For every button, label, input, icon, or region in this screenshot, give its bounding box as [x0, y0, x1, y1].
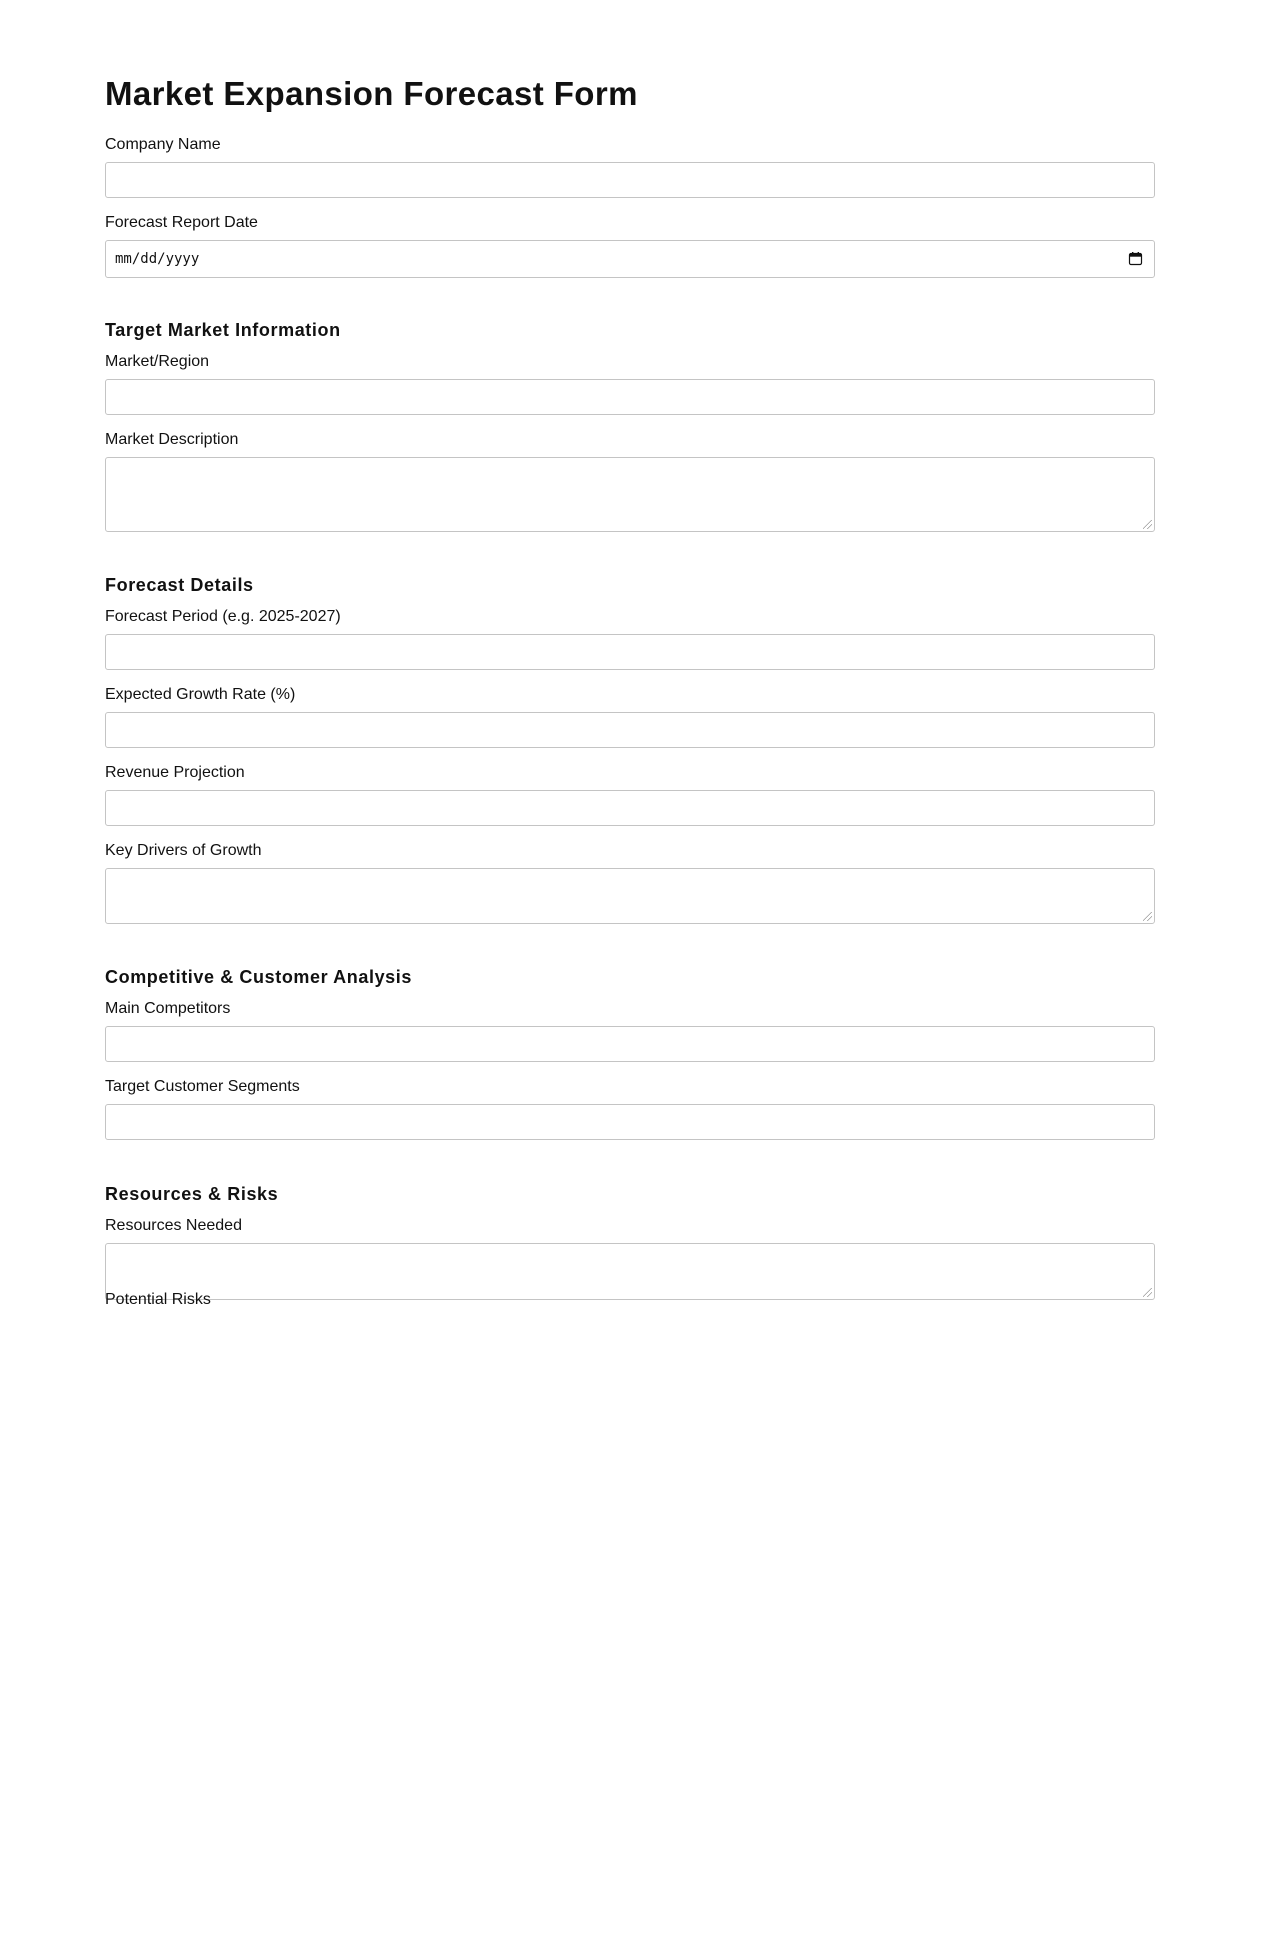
section-heading-resources: Resources & Risks	[105, 1184, 279, 1204]
report-date-placeholder: mm/dd/yyyy	[115, 251, 200, 267]
customer-segments-field	[105, 1077, 1155, 1140]
calendar-icon[interactable]	[1129, 252, 1142, 265]
section-heading-competitive: Competitive & Customer Analysis	[105, 967, 413, 987]
growth-drivers-field	[105, 841, 1155, 924]
revenue-projection-input[interactable]	[105, 790, 1155, 826]
forecast-period-label: Forecast Period (e.g. 2025-2027)	[105, 608, 341, 625]
form-title: Market Expansion Forecast Form	[105, 75, 638, 112]
company-name-label: Company Name	[105, 136, 221, 153]
market-description-label: Market Description	[105, 431, 239, 448]
growth-drivers-label: Key Drivers of Growth	[105, 842, 262, 859]
resources-needed-label: Resources Needed	[105, 1217, 242, 1234]
customer-segments-label: Target Customer Segments	[105, 1078, 300, 1095]
resources-needed-textarea[interactable]	[105, 1243, 1155, 1300]
competitors-label: Main Competitors	[105, 1000, 231, 1017]
customer-segments-input[interactable]	[105, 1104, 1155, 1140]
market-region-label: Market/Region	[105, 353, 210, 370]
section-heading-forecast-details: Forecast Details	[105, 575, 254, 595]
resize-handle-icon[interactable]	[1143, 520, 1152, 529]
market-description-field	[105, 430, 1155, 532]
report-date-field	[105, 213, 1155, 278]
market-region-input[interactable]	[105, 379, 1155, 415]
section-heading-target-market: Target Market Information	[105, 320, 341, 340]
growth-rate-input[interactable]	[105, 712, 1155, 748]
growth-rate-field	[105, 685, 1155, 748]
market-expansion-form	[105, 0, 1155, 1308]
market-description-textarea[interactable]	[105, 457, 1155, 532]
report-date-input[interactable]	[105, 240, 1155, 278]
revenue-projection-label: Revenue Projection	[105, 764, 245, 781]
forecast-period-field	[105, 607, 1155, 670]
resize-handle-icon[interactable]	[1143, 1288, 1152, 1297]
potential-risks-label: Potential Risks	[105, 1291, 211, 1308]
report-date-label: Forecast Report Date	[105, 214, 258, 231]
forecast-period-input[interactable]	[105, 634, 1155, 670]
growth-rate-label: Expected Growth Rate (%)	[105, 686, 296, 703]
growth-drivers-textarea[interactable]	[105, 868, 1155, 924]
competitors-input[interactable]	[105, 1026, 1155, 1062]
competitors-field	[105, 999, 1155, 1062]
resources-needed-field	[105, 1216, 1155, 1300]
market-region-field	[105, 352, 1155, 415]
company-name-input[interactable]	[105, 162, 1155, 198]
resize-handle-icon[interactable]	[1143, 912, 1152, 921]
company-name-field	[105, 135, 1155, 198]
revenue-projection-field	[105, 763, 1155, 826]
